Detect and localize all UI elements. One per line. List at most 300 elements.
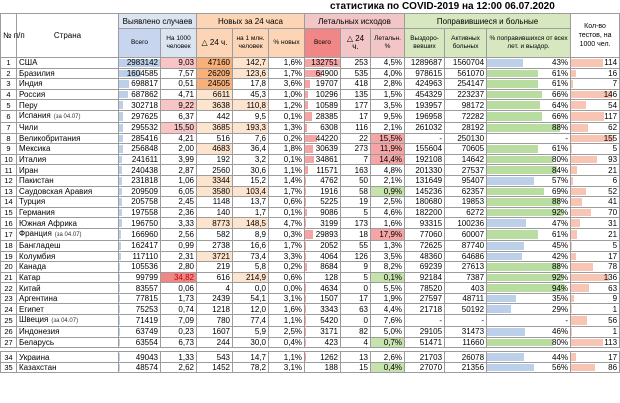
cases-total-fill xyxy=(119,219,122,227)
new-per1m: 5,8 xyxy=(233,262,269,273)
deaths-total xyxy=(305,197,341,208)
deaths-total-fill xyxy=(305,166,308,174)
lethal-pct: 0,9% xyxy=(371,186,405,197)
lethal-pct: 1,5% xyxy=(371,89,405,100)
recovered: 454329 xyxy=(405,89,445,100)
country-date: (за 04.07) xyxy=(53,113,81,120)
tests-per1000-fill xyxy=(571,253,576,261)
deaths-d24: 273 xyxy=(341,144,371,155)
deaths-total-value: 19707 xyxy=(315,79,338,89)
recovered-pct xyxy=(487,133,571,144)
tests-per1000-value: 63 xyxy=(608,283,618,293)
cases-total xyxy=(119,283,161,294)
row-number: 13 xyxy=(1,186,17,197)
new-pct: 1,7% xyxy=(269,240,305,251)
cases-total-value: 49043 xyxy=(135,352,158,362)
lethal-pct: 0,1% xyxy=(371,272,405,283)
cases-total-fill xyxy=(119,364,120,372)
lethal-pct: 2,6% xyxy=(371,352,405,363)
new-d24: 616 xyxy=(197,272,233,283)
new-d24: 516 xyxy=(197,133,233,144)
recovered-pct-value: 80% xyxy=(552,337,569,347)
tests-per1000-value: 21 xyxy=(608,229,618,239)
recovered-pct-fill xyxy=(487,91,542,99)
lethal-pct: 4,6% xyxy=(371,207,405,218)
country-cell xyxy=(17,175,119,186)
row-number: 20 xyxy=(1,262,17,273)
tests-per1000 xyxy=(571,154,620,165)
deaths-total-value: 3171 xyxy=(320,327,338,337)
cases-total-value: 99799 xyxy=(135,272,158,282)
cases-total-value: 2983142 xyxy=(126,58,158,68)
recovered-pct-fill xyxy=(487,328,525,336)
recovered-pct-value: 80% xyxy=(552,155,569,165)
table-row xyxy=(1,207,620,218)
cases-total xyxy=(119,352,161,363)
cases-per1000: 2,87 xyxy=(161,165,197,176)
new-pct: 0,1% xyxy=(269,154,305,165)
cases-total-value: 698817 xyxy=(131,79,158,89)
country-date: (за 04.07) xyxy=(51,318,79,325)
deaths-total xyxy=(305,337,341,348)
cases-total xyxy=(119,100,161,111)
lethal-pct: 2,8% xyxy=(371,79,405,90)
tests-per1000-value: 54 xyxy=(608,100,618,110)
country-name: Франция xyxy=(19,228,52,238)
lethal-pct: 15,5% xyxy=(371,133,405,144)
recovered-pct xyxy=(487,272,571,283)
new-d24: 3344 xyxy=(197,175,233,186)
recovered-pct xyxy=(487,251,571,262)
cases-per1000: 6,05 xyxy=(161,186,197,197)
recovered-pct-fill xyxy=(487,59,523,67)
deaths-d24: 0 xyxy=(341,283,371,294)
deaths-total xyxy=(305,304,341,315)
cases-total-value: 196750 xyxy=(131,218,158,228)
header-deaths-total: Всего xyxy=(305,29,341,58)
country-name: Беларусь xyxy=(19,337,54,347)
table-row xyxy=(1,144,620,155)
cases-per1000: 2,80 xyxy=(161,262,197,273)
active: 561070 xyxy=(445,68,487,79)
recovered-pct xyxy=(487,207,571,218)
country-cell xyxy=(17,337,119,348)
cases-per1000: 34,82 xyxy=(161,272,197,283)
recovered-pct-fill xyxy=(487,353,524,361)
tests-per1000 xyxy=(571,251,620,262)
cases-total-value: 241611 xyxy=(131,155,158,165)
country-cell xyxy=(17,304,119,315)
deaths-d24: 18 xyxy=(341,228,371,240)
deaths-d24: 418 xyxy=(341,79,371,90)
deaths-total-value: 10589 xyxy=(315,100,338,110)
cases-per1000: 1,73 xyxy=(161,293,197,304)
cases-per1000: 0,74 xyxy=(161,304,197,315)
cases-total-fill xyxy=(119,353,120,361)
cases-total-value: 75253 xyxy=(135,304,158,314)
recovered-pct xyxy=(487,362,571,373)
header-tests: Кол-во тестов, на 1000 чел. xyxy=(571,14,620,58)
new-d24: 219 xyxy=(197,262,233,273)
cases-total-value: 83557 xyxy=(135,283,158,293)
header-deaths-d24: △ 24 ч. xyxy=(341,29,371,58)
deaths-total-fill xyxy=(305,219,306,227)
deaths-d24: 15 xyxy=(341,362,371,373)
cases-total-value: 117110 xyxy=(132,251,158,261)
tests-per1000-value: 93 xyxy=(608,155,618,165)
active: 11660 xyxy=(445,337,487,348)
country-name: Бразилия xyxy=(19,68,55,78)
deaths-total-fill xyxy=(305,305,306,313)
cases-total-value: 285416 xyxy=(131,133,158,143)
deaths-total-value: 423 xyxy=(324,337,338,347)
cases-total xyxy=(119,186,161,197)
recovered: 196958 xyxy=(405,110,445,122)
recovered-pct xyxy=(487,110,571,122)
active: - xyxy=(445,315,487,327)
deaths-d24: 535 xyxy=(341,68,371,79)
table-row xyxy=(1,251,620,262)
tests-per1000 xyxy=(571,89,620,100)
lethal-pct: 1,9% xyxy=(371,293,405,304)
recovered-pct-value: 94% xyxy=(552,283,569,293)
deaths-total-fill xyxy=(305,284,306,292)
recovered-pct-value: 92% xyxy=(552,272,569,282)
cases-total xyxy=(119,228,161,240)
recovered-pct-value: 61% xyxy=(552,144,569,154)
recovered-pct xyxy=(487,218,571,229)
country-date: (за 04.07) xyxy=(54,231,82,238)
country-cell xyxy=(17,186,119,197)
cases-total-fill xyxy=(119,124,123,132)
active: 1560704 xyxy=(445,58,487,69)
cases-per1000: 0,06 xyxy=(161,283,197,294)
active: 100236 xyxy=(445,218,487,229)
recovered-pct-fill xyxy=(487,339,553,347)
tests-per1000-value: 78 xyxy=(608,262,618,272)
deaths-total-value: 29893 xyxy=(315,229,338,239)
header-num: № п/п xyxy=(1,14,17,58)
tests-per1000 xyxy=(571,283,620,294)
deaths-total-fill xyxy=(305,91,308,99)
new-per1m: 5,9 xyxy=(233,327,269,338)
recovered-pct xyxy=(487,144,571,155)
table-row xyxy=(1,175,620,186)
recovered: 155604 xyxy=(405,144,445,155)
cases-total-value: 240438 xyxy=(131,165,158,175)
deaths-total-value: 11571 xyxy=(316,165,338,175)
country-name: Египет xyxy=(19,304,44,314)
deaths-total-value: 188 xyxy=(324,363,338,373)
country-name: Аргентина xyxy=(19,294,58,304)
cases-total-value: 63749 xyxy=(135,327,158,337)
deaths-d24: 135 xyxy=(341,89,371,100)
country-cell xyxy=(17,154,119,165)
cases-total-fill xyxy=(119,339,120,347)
new-pct: 0,4% xyxy=(269,337,305,348)
cases-per1000: 2,36 xyxy=(161,207,197,218)
cases-total-value: 687862 xyxy=(131,90,158,100)
cases-total-fill xyxy=(119,188,122,196)
recovered-pct-fill xyxy=(487,295,516,303)
cases-total-fill xyxy=(119,166,122,174)
new-d24: 1452 xyxy=(197,362,233,373)
cases-total xyxy=(119,58,161,69)
new-d24: 24505 xyxy=(197,79,233,90)
cases-per1000: 15,50 xyxy=(161,122,197,133)
recovered: 978615 xyxy=(405,68,445,79)
cases-total xyxy=(119,133,161,144)
recovered-pct xyxy=(487,58,571,69)
cases-total-fill xyxy=(119,135,123,143)
country-name: Канада xyxy=(19,262,47,272)
recovered-pct-fill xyxy=(487,112,542,121)
row-number: 19 xyxy=(1,251,17,262)
new-pct: 0,2% xyxy=(269,262,305,273)
cases-total xyxy=(119,315,161,327)
cases-total-fill xyxy=(119,209,122,217)
deaths-total-value: 5420 xyxy=(320,316,338,326)
lethal-pct: 4,8% xyxy=(371,165,405,176)
recovered-pct-value: 61% xyxy=(552,229,569,239)
new-per1m: 214,9 xyxy=(233,272,269,283)
tests-per1000-fill xyxy=(571,209,591,217)
new-pct: 0,6% xyxy=(269,197,305,208)
tests-per1000 xyxy=(571,68,620,79)
country-name: Турция xyxy=(19,197,46,207)
cases-per1000: 1,33 xyxy=(161,352,197,363)
new-d24: 442 xyxy=(197,110,233,122)
cases-total-value: 77815 xyxy=(135,294,158,304)
header-deaths-group: Летальных исходов xyxy=(305,14,405,29)
new-pct: 1,4% xyxy=(269,175,305,186)
tests-per1000 xyxy=(571,133,620,144)
recovered-pct-value: 64% xyxy=(552,100,569,110)
tests-per1000-fill xyxy=(571,353,576,361)
deaths-total xyxy=(305,251,341,262)
country-cell xyxy=(17,272,119,283)
recovered: 27597 xyxy=(405,293,445,304)
deaths-total-fill xyxy=(305,253,306,261)
row-number: 34 xyxy=(1,352,17,363)
deaths-d24: 173 xyxy=(341,218,371,229)
row-number: 23 xyxy=(1,293,17,304)
recovered-pct-value: 66% xyxy=(552,111,569,121)
new-pct: 1,6% xyxy=(269,304,305,315)
country-name: Украина xyxy=(19,352,50,362)
row-number: 10 xyxy=(1,154,17,165)
cases-per1000: 9,03 xyxy=(161,58,197,69)
recovered-pct-value: 44% xyxy=(552,352,569,362)
new-d24: 192 xyxy=(197,154,233,165)
cases-total-fill xyxy=(119,156,122,164)
deaths-d24: 17 xyxy=(341,293,371,304)
deaths-d24: 163 xyxy=(341,165,371,176)
header-recovered: Выздоро-вевших xyxy=(405,29,445,58)
tests-per1000 xyxy=(571,315,620,327)
row-number: 15 xyxy=(1,207,17,218)
table-row xyxy=(1,283,620,294)
tests-per1000-fill xyxy=(571,198,582,206)
active: 50192 xyxy=(445,304,487,315)
row-number: 21 xyxy=(1,272,17,283)
new-per1m: 123,6 xyxy=(233,68,269,79)
deaths-total-value: 28385 xyxy=(315,111,338,121)
deaths-total xyxy=(305,218,341,229)
row-number: 18 xyxy=(1,240,17,251)
recovered-pct-value: 61% xyxy=(552,68,569,78)
lethal-pct: 0,4% xyxy=(371,362,405,373)
row-number: 11 xyxy=(1,165,17,176)
new-d24: 244 xyxy=(197,337,233,348)
deaths-total xyxy=(305,240,341,251)
new-per1m: 193,3 xyxy=(233,122,269,133)
deaths-total-value: 6308 xyxy=(320,123,338,133)
table-row xyxy=(1,293,620,304)
tests-per1000-value: 5 xyxy=(612,144,618,154)
deaths-d24: 5 xyxy=(341,272,371,283)
cases-per1000: 4,71 xyxy=(161,89,197,100)
recovered-pct xyxy=(487,79,571,90)
country-cell xyxy=(17,218,119,229)
new-per1m: 110,8 xyxy=(233,100,269,111)
cases-total-value: 162417 xyxy=(131,241,158,251)
new-d24: 47160 xyxy=(197,58,233,69)
country-cell xyxy=(17,251,119,262)
table-row xyxy=(1,352,620,363)
lethal-pct: 5,5% xyxy=(371,283,405,294)
active: 95407 xyxy=(445,175,487,186)
new-d24: 3638 xyxy=(197,100,233,111)
cases-total-fill xyxy=(119,305,120,313)
deaths-d24: 13 xyxy=(341,352,371,363)
table-row xyxy=(1,133,620,144)
recovered: 261032 xyxy=(405,122,445,133)
country-name: Колумбия xyxy=(19,251,56,261)
recovered-pct xyxy=(487,337,571,348)
recovered: - xyxy=(405,133,445,144)
new-per1m: 3,2 xyxy=(233,154,269,165)
row-number: 25 xyxy=(1,315,17,327)
country-cell xyxy=(17,283,119,294)
new-d24: 3685 xyxy=(197,122,233,133)
country-cell xyxy=(17,144,119,155)
new-pct: 1,0% xyxy=(269,89,305,100)
country-cell xyxy=(17,352,119,363)
table-row xyxy=(1,79,620,90)
new-d24: 2560 xyxy=(197,165,233,176)
recovered: 29105 xyxy=(405,327,445,338)
tests-per1000 xyxy=(571,79,620,90)
lethal-pct: 2,1% xyxy=(371,122,405,133)
country-cell xyxy=(17,240,119,251)
row-number: 24 xyxy=(1,304,17,315)
country-cell xyxy=(17,327,119,338)
cases-total xyxy=(119,272,161,283)
lethal-pct: 4,5% xyxy=(371,58,405,69)
recovered-pct xyxy=(487,154,571,165)
cases-per1000: 6,73 xyxy=(161,337,197,348)
deaths-total-value: 34861 xyxy=(315,155,338,165)
table-row xyxy=(1,337,620,348)
deaths-total-fill xyxy=(305,242,306,250)
table-row xyxy=(1,272,620,283)
cases-total xyxy=(119,207,161,218)
tests-per1000 xyxy=(571,262,620,273)
deaths-total-fill xyxy=(305,124,307,132)
cases-per1000: 0,23 xyxy=(161,327,197,338)
country-name: Великобритания xyxy=(19,133,81,143)
header-cases-per1000: На 1000 человек xyxy=(161,29,197,58)
deaths-total xyxy=(305,315,341,327)
recovered-pct-value: 42% xyxy=(552,251,569,261)
recovered: 21718 xyxy=(405,304,445,315)
cases-total-fill xyxy=(119,295,120,303)
deaths-d24: 9 xyxy=(341,262,371,273)
header-cases-group: Выявлено случаев xyxy=(119,14,197,29)
row-number: 26 xyxy=(1,327,17,338)
active: 87740 xyxy=(445,240,487,251)
cases-total xyxy=(119,89,161,100)
cases-total xyxy=(119,165,161,176)
recovered-pct-value: 92% xyxy=(552,208,569,218)
cases-per1000: 2,56 xyxy=(161,228,197,240)
deaths-total-value: 9086 xyxy=(320,208,338,218)
deaths-total-fill xyxy=(305,198,306,206)
recovered-pct-value: 84% xyxy=(552,165,569,175)
tests-per1000-value: 1 xyxy=(612,304,618,314)
recovered-pct-value: 61% xyxy=(552,79,569,89)
cases-total-value: 302718 xyxy=(131,100,158,110)
tests-per1000-value: 114 xyxy=(604,58,618,68)
active: 21356 xyxy=(445,362,487,373)
deaths-total-fill xyxy=(305,177,306,185)
tests-per1000-fill xyxy=(571,219,580,227)
tests-per1000 xyxy=(571,197,620,208)
row-number: 8 xyxy=(1,133,17,144)
country-name: Италия xyxy=(19,155,47,165)
new-pct: 1,3% xyxy=(269,122,305,133)
row-number: 9 xyxy=(1,144,17,155)
cases-total-fill xyxy=(119,284,120,292)
country-cell xyxy=(17,110,119,122)
recovered-pct-value: 57% xyxy=(552,176,569,186)
lethal-pct: 8,2% xyxy=(371,262,405,273)
recovered-pct-fill xyxy=(487,198,560,206)
recovered-pct-value: 88% xyxy=(552,197,569,207)
recovered-pct-value: 69% xyxy=(552,186,569,196)
row-number: 14 xyxy=(1,197,17,208)
tests-per1000-fill xyxy=(571,284,589,292)
recovered-pct-fill xyxy=(487,177,534,185)
new-pct: 3,3% xyxy=(269,251,305,262)
active: 72282 xyxy=(445,110,487,122)
cases-total-fill xyxy=(119,112,123,121)
tests-per1000-value: 31 xyxy=(608,218,618,228)
cases-total-value: 166960 xyxy=(131,229,158,239)
tests-per1000 xyxy=(571,228,620,240)
cases-total xyxy=(119,362,161,373)
active: 223237 xyxy=(445,89,487,100)
deaths-total xyxy=(305,207,341,218)
country-cell xyxy=(17,207,119,218)
active: 6272 xyxy=(445,207,487,218)
recovered: 192108 xyxy=(405,154,445,165)
cases-per1000: 9,22 xyxy=(161,100,197,111)
recovered-pct xyxy=(487,100,571,111)
recovered-pct-fill xyxy=(487,230,538,239)
recovered-pct xyxy=(487,315,571,327)
